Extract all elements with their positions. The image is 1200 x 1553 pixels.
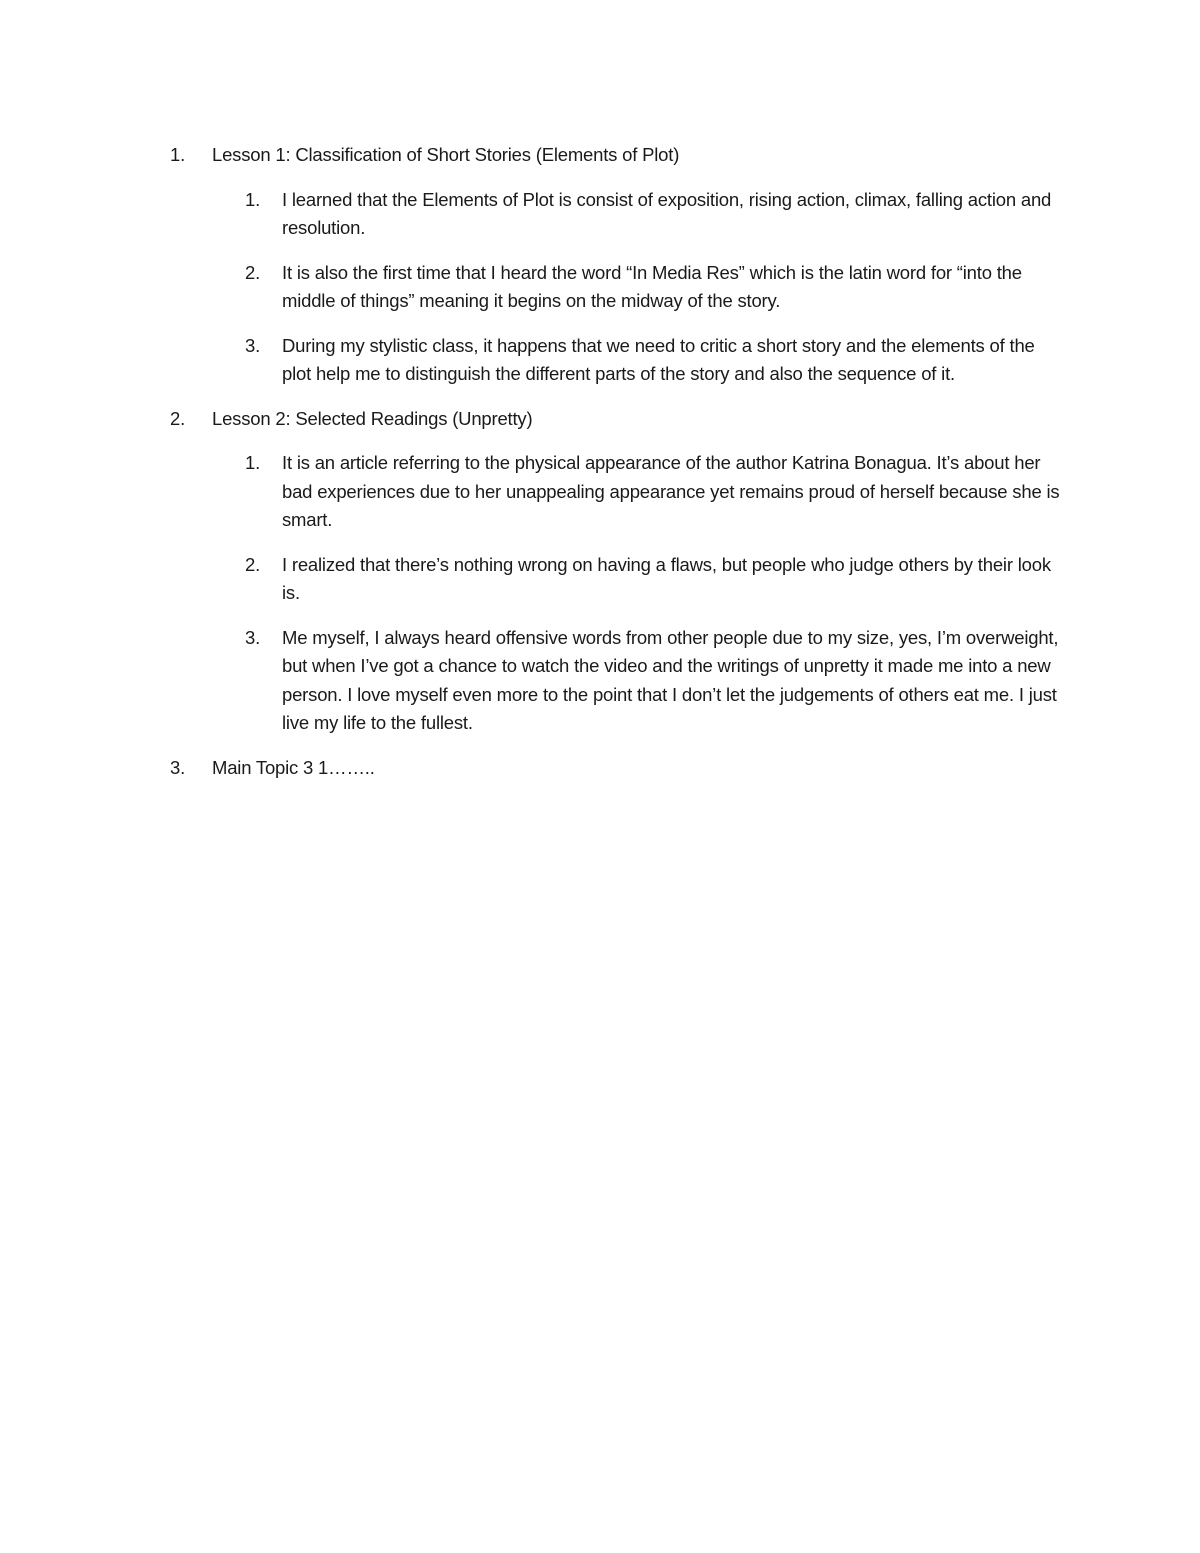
outline-subtext: Me myself, I always heard offensive words from other people due to my size, yes, I’m overweight, but when I’ve got a chance to watch the video and the writings of unpretty it made me into a new person. I love myself even more to the point that I don’t let the judgements of others eat me. I just live my life to the fullest.: [282, 626, 1059, 733]
outline-subnumber: 3.: [245, 334, 261, 356]
outline-subnumber: 2.: [245, 553, 261, 575]
outline-subitem: [245, 186, 1060, 243]
outline-subnumber: 1.: [245, 188, 261, 210]
outline-subitem: [245, 332, 1060, 389]
outline-subtext: It is an article referring to the physical appearance of the author Katrina Bonagua. It’s about her bad experiences due to her unappealing appearance yet remains proud of herself because she is smart.: [282, 452, 1060, 530]
outline-subtext: I learned that the Elements of Plot is consist of exposition, rising action, climax, falling action and resolution.: [282, 188, 1052, 238]
outline-number: 1.: [170, 144, 186, 165]
outline-subitem: [245, 259, 1060, 316]
outline-subitem: [245, 551, 1060, 608]
outline-item-main-topic-3: [170, 754, 1060, 783]
outline-number: 2.: [170, 407, 186, 429]
lesson-outline: [170, 141, 1060, 798]
outline-subitem: [245, 449, 1060, 535]
outline-subnumber: 3.: [245, 626, 261, 648]
outline-item-lesson-2: [170, 405, 1060, 738]
outline-subtext: It is also the first time that I heard the word “In Media Res” which is the latin word for “into the middle of things” meaning it begins on the midway of the story.: [282, 261, 1022, 311]
outline-subnumber: 1.: [245, 452, 261, 473]
outline-title: Lesson 1: Classification of Short Stories (Elements of Plot): [212, 144, 680, 165]
outline-item-lesson-1: [170, 141, 1060, 389]
outline-subtext: During my stylistic class, it happens that we need to critic a short story and the elements of the plot help me to distinguish the different parts of the story and also the sequence of it.: [282, 334, 1035, 384]
outline-number: 3.: [170, 756, 186, 778]
outline-sublist: [245, 186, 1060, 389]
outline-sublist: [245, 449, 1060, 738]
outline-title: Main Topic 3 1……..: [212, 756, 375, 778]
outline-subnumber: 2.: [245, 261, 261, 283]
outline-subtext: I realized that there’s nothing wrong on having a flaws, but people who judge others by their look is.: [282, 553, 1051, 603]
outline-subitem: [245, 624, 1060, 738]
outline-title: Lesson 2: Selected Readings (Unpretty): [212, 407, 533, 429]
